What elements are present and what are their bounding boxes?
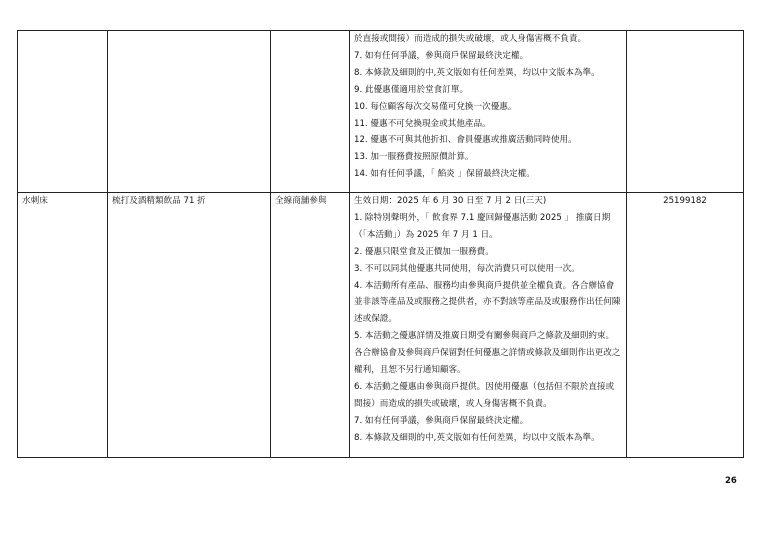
shop-name-cell: 水刺床 bbox=[18, 193, 108, 458]
term-line: 3. 不可以同其他優惠共同使用，每次消費只可以使用一次。 bbox=[354, 263, 580, 274]
term-line: 4. 本活動所有產品、服務均由參與商戶提供並全權負責。各合辦協會並非該等產品及或服務之提供者，亦不對該等產品及或服務作出任何陳述或保證。 bbox=[354, 280, 621, 325]
term-line: 於直接或間接）而造成的損失或破壞，或人身傷害概不負責。 bbox=[354, 34, 587, 44]
term-line: 2. 優惠只限堂食及正價加一服務費。 bbox=[354, 246, 494, 257]
promotion-table bbox=[17, 30, 744, 458]
term-line: 14. 如有任何爭議，「 餡炎 」保留最終決定權。 bbox=[354, 169, 535, 180]
term-line: 11. 優惠不可兌換現金或其他產品。 bbox=[354, 118, 491, 129]
term-line: 1. 除特別聲明外，「 飲食界 7.1 慶回歸優惠活動 2025 」 推廣日期（「本活動」）為 2025 年 7 月 1 日。 bbox=[354, 212, 611, 240]
terms-cell bbox=[350, 193, 627, 458]
term-line: 10. 每位顧客每次交易僅可兌換一次優惠。 bbox=[354, 101, 517, 112]
table-row bbox=[18, 193, 744, 458]
term-line: 5. 本活動之優惠詳情及推廣日期受有關參與商戶之條款及細則約束。各合辦協會及參與商戶保留對任何優惠之詳情或條款及細則作出更改之權利，且恕不另行通知顧客。 bbox=[354, 331, 621, 376]
term-line: 13. 加一服務費按照原價計算。 bbox=[354, 152, 474, 163]
term-line: 12. 優惠不可與其他折扣、會員優惠或推廣活動同時使用。 bbox=[354, 135, 577, 146]
shop-name-cell bbox=[18, 31, 108, 193]
branches-cell: 全線商舖參與 bbox=[271, 193, 350, 458]
term-line: 7. 如有任何爭議，參與商戶保留最終決定權。 bbox=[354, 415, 529, 426]
term-line: 9. 此優惠僅適用於堂食訂單。 bbox=[354, 84, 469, 95]
table-row bbox=[18, 31, 744, 193]
term-line: 7. 如有任何爭議，參與商戶保留最終決定權。 bbox=[354, 50, 529, 61]
page-number: 26 bbox=[725, 476, 737, 486]
branches-cell bbox=[271, 31, 350, 193]
offer-cell bbox=[108, 31, 271, 193]
term-line: 生效日期：2025 年 6 月 30 日至 7 月 2 日(三天) bbox=[354, 196, 547, 206]
phone-cell: 25199182 bbox=[627, 193, 744, 458]
term-line: 8. 本條款及細則的中,英文版如有任何差異，均以中文版本為準。 bbox=[354, 67, 600, 78]
term-line: 6. 本活動之優惠由參與商戶提供。因使用優惠（包括但不限於直接或間接）而造成的損失或破壞，或人身傷害概不負責。 bbox=[354, 381, 615, 409]
term-line: 8. 本條款及細則的中,英文版如有任何差異，均以中文版本為準。 bbox=[354, 432, 600, 443]
offer-cell: 梳打及酒精類飲品 71 折 bbox=[108, 193, 271, 458]
terms-cell bbox=[350, 31, 627, 193]
phone-cell bbox=[627, 31, 744, 193]
